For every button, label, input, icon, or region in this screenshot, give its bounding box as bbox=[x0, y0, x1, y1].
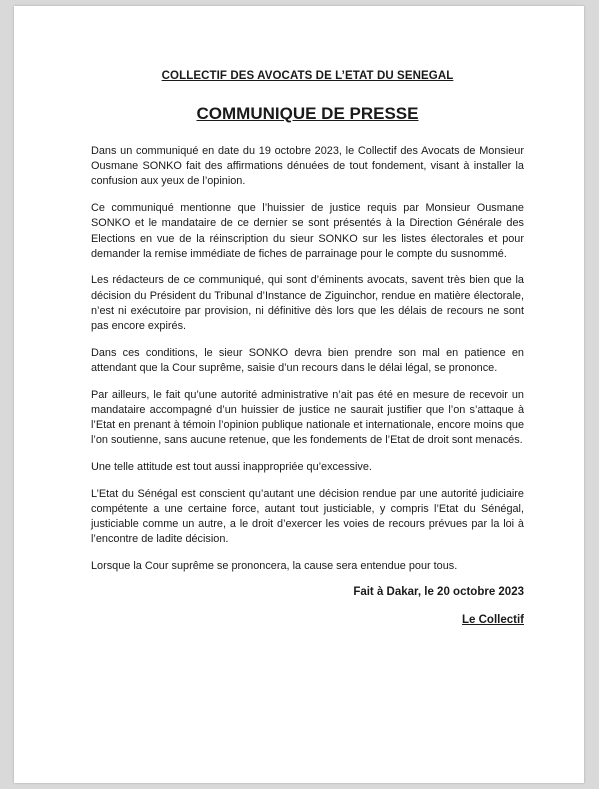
paragraph-8: Lorsque la Cour suprême se prononcera, la cause sera entendue pour tous. bbox=[91, 559, 458, 572]
paragraph-1: Dans un communiqué en date du 19 octobre 2023, le Collectif des Avocats de Monsieur Ousmane SONKO fait des affirmations dénuées de tout fondement, visant à installer la confusion aux yeux de l’opinion. bbox=[91, 145, 524, 188]
paragraph-4: Dans ces conditions, le sieur SONKO devra bien prendre son mal en patience en attendant que la Cour suprême, saisie d’un recours dans le délai légal, se prononce. bbox=[91, 346, 524, 374]
paragraph-2: Ce communiqué mentionne que l’huissier de justice requis par Monsieur Ousmane SONKO et le mandataire de ce dernier se sont présentés à la Direction Générale des Elections en vue de la réinscription du sieur SONKO sur les listes électorales et pour demander la remise immédiate de fiches de parrainage pour le compte du susnommé. bbox=[91, 202, 524, 260]
signoff-place-date: Fait à Dakar, le 20 octobre 2023 bbox=[353, 586, 524, 599]
document-header: COLLECTIF DES AVOCATS DE L’ETAT DU SENEGAL bbox=[161, 70, 454, 82]
document-title: COMMUNIQUE DE PRESSE bbox=[196, 104, 419, 123]
paragraph-7: L’Etat du Sénégal est conscient qu’autant une décision rendue par une autorité judiciaire compétente a une certaine force, autant tout justiciable, y compris l’Etat du Sénégal, justiciable comme un autre, a le droit d’exercer les voies de recours prévues par la loi à l’encontre de ladite décision. bbox=[91, 487, 524, 546]
paragraph-6: Une telle attitude est tout aussi inappropriée qu’excessive. bbox=[91, 460, 372, 473]
document-page bbox=[14, 6, 584, 783]
document-content bbox=[91, 70, 524, 626]
paragraph-5: Par ailleurs, le fait qu’une autorité administrative n’ait pas été en mesure de recevoir un mandataire accompagné d’un huissier de justice ne saurait justifier que l’on s’attaque à l’Etat en prenant à témoin l’opinion publique nationale et internationale, encore moins que l’on soutienne, sans aucune retenue, que les fondements de l’Etat de droit sont menacés. bbox=[91, 388, 524, 447]
signature: Le Collectif bbox=[462, 614, 524, 627]
paragraph-3: Les rédacteurs de ce communiqué, qui sont d’éminents avocats, savent très bien que la décision du Président du Tribunal d’Instance de Ziguinchor, rendue en matière électorale, n’est ni exécutoire par provision, ni définitive dès lors que les délais de recours ne sont pas encore expirés. bbox=[91, 274, 524, 333]
